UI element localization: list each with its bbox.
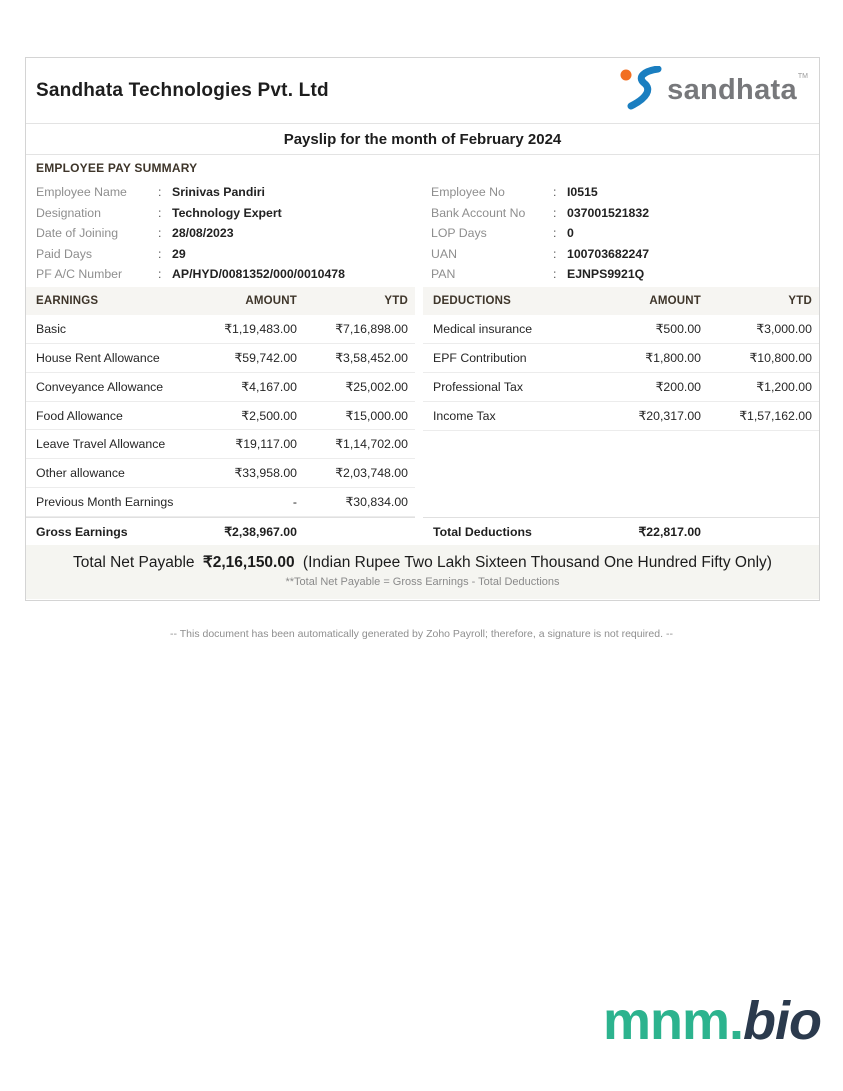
net-payable-prefix: Total Net Payable <box>73 554 195 571</box>
deduction-ytd: ₹1,200.00 <box>756 380 812 394</box>
earning-ytd: ₹2,03,748.00 <box>335 466 408 481</box>
logo-wordmark: sandhata <box>667 74 797 106</box>
earnings-table <box>26 287 415 545</box>
earning-amount: ₹2,500.00 <box>241 408 297 423</box>
earning-ytd: ₹3,58,452.00 <box>335 350 408 365</box>
summary-right-column <box>431 182 809 285</box>
summary-label: Date of Joining <box>36 226 119 240</box>
deduction-amount: ₹1,800.00 <box>645 351 701 365</box>
summary-row <box>431 223 809 244</box>
earning-name: Food Allowance <box>36 408 123 423</box>
summary-colon <box>158 182 172 203</box>
deduction-amount: ₹20,317.00 <box>638 409 701 423</box>
summary-left-column <box>36 182 431 285</box>
total-deductions-amount: ₹22,817.00 <box>638 524 701 539</box>
deduction-name: EPF Contribution <box>433 351 527 365</box>
table-row <box>423 344 819 373</box>
summary-value: AP/HYD/0081352/000/0010478 <box>172 267 345 281</box>
deduction-ytd: ₹3,000.00 <box>756 322 812 336</box>
auto-generated-note: -- This document has been automatically generated by Zoho Payroll; therefore, a signature is not required. -- <box>170 628 673 640</box>
table-gap-divider <box>415 287 423 545</box>
summary-colon <box>553 264 567 285</box>
deductions-table-header <box>423 287 819 315</box>
earning-ytd: ₹30,834.00 <box>345 495 408 510</box>
earning-amount: - <box>292 495 297 510</box>
deduction-ytd: ₹10,800.00 <box>749 351 812 365</box>
deduction-amount: ₹200.00 <box>655 380 701 394</box>
earning-amount: ₹4,167.00 <box>241 379 297 394</box>
earning-ytd: ₹7,16,898.00 <box>335 321 408 336</box>
summary-row <box>36 182 431 203</box>
summary-row <box>431 244 809 265</box>
summary-colon <box>553 223 567 244</box>
summary-heading: EMPLOYEE PAY SUMMARY <box>36 161 198 175</box>
mnm-bio-watermark <box>603 990 821 1052</box>
summary-row <box>431 203 809 224</box>
sandhata-logo-icon <box>619 66 665 115</box>
summary-label: Bank Account No <box>431 205 526 220</box>
summary-row <box>36 203 431 224</box>
summary-colon <box>553 203 567 224</box>
total-deductions-label: Total Deductions <box>433 524 532 539</box>
table-row <box>423 373 819 402</box>
table-row <box>26 430 415 459</box>
summary-colon <box>553 182 567 203</box>
earning-name: Basic <box>36 321 67 336</box>
earning-ytd: ₹1,14,702.00 <box>335 437 408 452</box>
earning-name: Previous Month Earnings <box>36 495 174 510</box>
card-header <box>26 58 819 124</box>
earning-amount: ₹59,742.00 <box>234 350 297 365</box>
deduction-name: Professional Tax <box>433 380 523 394</box>
earnings-header: EARNINGS <box>36 294 99 307</box>
earning-amount: ₹1,19,483.00 <box>224 321 297 336</box>
summary-row <box>431 182 809 203</box>
summary-label: Employee Name <box>36 185 127 199</box>
table-row <box>26 315 415 344</box>
summary-colon <box>158 264 172 285</box>
summary-label: PF A/C Number <box>36 267 123 281</box>
summary-value: 29 <box>172 246 186 261</box>
summary-label: PAN <box>431 267 456 281</box>
summary-value: I0515 <box>567 185 598 199</box>
earnings-table-header <box>26 287 415 315</box>
gross-earnings-row <box>26 517 415 545</box>
summary-value: 28/08/2023 <box>172 226 234 240</box>
summary-label: Designation <box>36 205 101 220</box>
payslip-card <box>25 57 820 601</box>
summary-value: 100703682247 <box>567 246 650 261</box>
summary-value: Technology Expert <box>172 205 282 220</box>
earning-amount: ₹33,958.00 <box>234 466 297 481</box>
ytd-header: YTD <box>384 294 408 307</box>
employee-pay-summary <box>26 155 819 287</box>
net-payable-section <box>26 545 819 599</box>
earning-amount: ₹19,117.00 <box>235 437 297 452</box>
summary-row <box>431 264 809 285</box>
earnings-deductions-tables <box>26 287 819 545</box>
earning-name: House Rent Allowance <box>36 350 160 365</box>
net-payable-words: (Indian Rupee Two Lakh Sixteen Thousand One Hundred Fifty Only) <box>302 554 772 571</box>
total-deductions-row <box>423 517 819 545</box>
table-row <box>26 344 415 373</box>
gross-earnings-amount: ₹2,38,967.00 <box>224 524 297 539</box>
table-row <box>423 402 819 431</box>
deduction-ytd: ₹1,57,162.00 <box>739 409 812 423</box>
table-row <box>26 402 415 431</box>
summary-value: Srinivas Pandiri <box>172 185 265 199</box>
summary-value: 037001521832 <box>567 205 650 220</box>
amount-header: AMOUNT <box>245 294 297 307</box>
company-name: Sandhata Technologies Pvt. Ltd <box>36 79 329 101</box>
net-payable-note: **Total Net Payable = Gross Earnings - Total Deductions <box>285 576 560 588</box>
summary-row <box>36 244 431 265</box>
watermark-mnm: mnm. <box>602 991 744 1051</box>
net-payable-line <box>26 552 819 574</box>
summary-label: LOP Days <box>431 226 487 240</box>
deduction-name: Income Tax <box>433 409 496 423</box>
summary-colon <box>158 203 172 224</box>
table-row <box>26 459 415 488</box>
amount-header: AMOUNT <box>649 295 701 307</box>
earning-ytd: ₹15,000.00 <box>345 408 408 423</box>
summary-label: UAN <box>431 246 457 261</box>
summary-row <box>36 223 431 244</box>
table-row <box>26 373 415 402</box>
payslip-title: Payslip for the month of February 2024 <box>283 130 562 148</box>
summary-value: 0 <box>567 226 574 240</box>
summary-colon <box>158 223 172 244</box>
table-row <box>26 488 415 517</box>
watermark-bio: bio <box>743 991 821 1051</box>
summary-row <box>36 264 431 285</box>
earning-name: Leave Travel Allowance <box>36 437 166 452</box>
table-row <box>423 315 819 344</box>
summary-value: EJNPS9921Q <box>567 267 645 281</box>
summary-label: Paid Days <box>36 246 93 261</box>
company-logo <box>619 66 807 115</box>
deduction-amount: ₹500.00 <box>655 322 701 336</box>
summary-label: Employee No <box>431 185 505 199</box>
summary-colon <box>158 244 172 265</box>
deductions-table <box>423 287 819 545</box>
ytd-header: YTD <box>788 295 812 307</box>
trademark-symbol: TM <box>797 73 808 80</box>
deduction-name: Medical insurance <box>433 322 533 336</box>
net-payable-amount: ₹2,16,150.00 <box>202 554 295 571</box>
deductions-header: DEDUCTIONS <box>433 295 512 307</box>
gross-earnings-label: Gross Earnings <box>36 524 128 539</box>
payslip-title-row <box>26 124 819 155</box>
earning-name: Other allowance <box>36 466 125 481</box>
earning-name: Conveyance Allowance <box>36 379 164 394</box>
summary-colon <box>553 244 567 265</box>
earning-ytd: ₹25,002.00 <box>345 379 408 394</box>
